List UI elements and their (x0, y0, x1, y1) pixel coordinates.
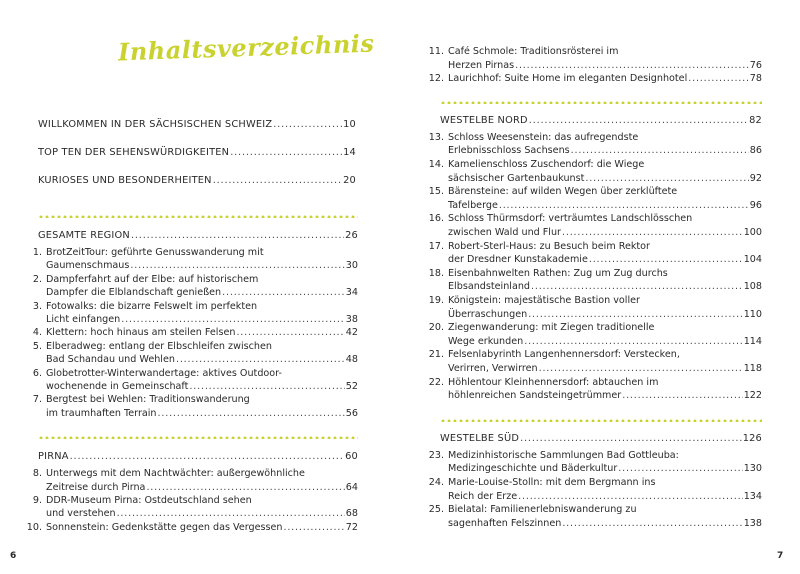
entry-number: 14. (428, 159, 444, 170)
leader-dots (515, 59, 749, 72)
entry-text-line: Laurichhof: Suite Home im eleganten Designhotel (448, 73, 688, 85)
toc-entry[interactable] (20, 326, 358, 339)
toc-entry[interactable] (20, 494, 358, 521)
toc-entry[interactable] (422, 348, 762, 375)
entry-text-line: Licht einfangen (46, 313, 121, 325)
entry-number: 16. (428, 213, 444, 225)
leader-dots (236, 326, 344, 339)
main-entry-page: 14 (343, 147, 356, 158)
entry-text-line: Zeitreise durch Pirna (46, 481, 146, 493)
leader-dots (589, 253, 743, 266)
section-heading[interactable] (38, 230, 358, 245)
entry-text-line: der Dresdner Kunstakademie (448, 254, 588, 266)
entry-text-line: Klettern: hoch hinaus am steilen Felsen (46, 327, 236, 339)
entry-number: 7. (32, 394, 42, 406)
entry-page: 138 (743, 517, 762, 529)
leader-dots (499, 199, 749, 212)
toc-entry[interactable] (20, 521, 358, 534)
entry-text-line: sächsischer Gartenbaukunst (448, 172, 585, 184)
leader-dots (518, 490, 743, 503)
leader-dots (146, 481, 344, 494)
entry-text-line: Eisenbahnwelten Rathen: Zug um Zug durchs (448, 267, 668, 279)
toc-entry[interactable] (422, 240, 762, 267)
entry-text-line: Überraschungen (448, 308, 528, 320)
entry-number: 10. (26, 521, 42, 533)
entry-text-line: und verstehen (46, 508, 116, 520)
entry-text-line: Bielatal: Familienerlebniswanderung zu (448, 504, 637, 516)
main-entry-kurioses[interactable] (38, 175, 356, 191)
leader-dots (222, 286, 345, 299)
toc-entry[interactable] (20, 300, 358, 327)
entry-page: 108 (743, 281, 762, 293)
leader-dots (117, 507, 345, 520)
entry-text-line: Elberadweg: entlang der Elbschleifen zwischen (46, 340, 272, 352)
entry-text-line: Medizingeschichte und Bäderkultur (448, 463, 618, 475)
leader-dots (121, 313, 345, 326)
leader-dots (585, 172, 748, 185)
toc-entry[interactable] (20, 273, 358, 300)
section-heading-page: 82 (749, 114, 762, 126)
section-heading-label: WESTELBE SÜD (440, 432, 520, 444)
toc-entry[interactable] (20, 467, 358, 494)
entry-text-line: Robert-Sterl-Haus: zu Besuch beim Rektor (448, 240, 650, 252)
toc-entry[interactable] (20, 340, 358, 367)
entry-page: 64 (345, 481, 358, 493)
section-heading-label: WESTELBE NORD (440, 114, 528, 126)
section-heading-label: GESAMTE REGION (38, 230, 130, 241)
leader-dots (562, 517, 742, 530)
entry-page: 30 (345, 260, 358, 272)
entry-last-line (448, 59, 762, 72)
toc-entry[interactable] (422, 158, 762, 185)
entry-page: 78 (749, 73, 762, 85)
section-divider (440, 419, 762, 422)
main-entry-label: WILLKOMMEN IN DER SÄCHSISCHEN SCHWEIZ (38, 119, 273, 130)
entry-last-line (46, 521, 358, 534)
toc-entry[interactable] (422, 185, 762, 212)
right-page (400, 0, 800, 574)
leader-dots (230, 147, 342, 158)
entry-last-line (448, 389, 762, 402)
entry-text-line: Höhlentour Kleinhennersdorf: abtauchen im (448, 376, 659, 388)
entry-number: 17. (428, 240, 444, 252)
entry-last-line (448, 335, 762, 348)
entry-last-line (448, 517, 762, 530)
entry-number: 12. (428, 73, 444, 85)
leader-dots (618, 462, 742, 475)
toc-entry[interactable] (422, 503, 762, 530)
entry-text-line: Reich der Erze (448, 490, 518, 502)
entry-text-line: Tafelberge (448, 199, 498, 211)
leader-dots (528, 308, 742, 321)
section-heading[interactable] (38, 451, 358, 466)
leader-dots (524, 335, 742, 348)
leader-dots (130, 259, 344, 272)
main-entry-label: KURIOSES UND BESONDERHEITEN (38, 175, 212, 186)
entry-page: 72 (345, 521, 358, 533)
entry-text-line: Schloss Weesenstein: das aufregendste (448, 131, 639, 143)
entry-text-line: Medizinhistorische Sammlungen Bad Gottleuba: (448, 449, 679, 461)
entry-last-line (46, 380, 358, 393)
entry-last-line (46, 313, 358, 326)
entry-text-line: Felsenlabyrinth Langenhennersdorf: Verstecken, (448, 349, 680, 361)
entry-text-line: im traumhaften Terrain (46, 407, 157, 419)
entry-text-line: zwischen Wald und Flur (448, 226, 561, 238)
entry-text-line: Elbsandsteinland (448, 281, 530, 293)
entry-text-line: sagenhaften Felszinnen (448, 517, 562, 529)
entry-last-line (46, 407, 358, 420)
entry-page: 104 (743, 254, 762, 266)
entry-text-line: Fotowalks: die bizarre Felswelt im perfekten (46, 300, 258, 312)
toc-entry[interactable] (422, 212, 762, 239)
entry-page: 130 (743, 463, 762, 475)
entry-number: 4. (32, 327, 42, 339)
entry-last-line (448, 172, 762, 185)
entry-number: 11. (428, 46, 444, 57)
page-number-left: 6 (10, 551, 17, 561)
entry-text-line: Ziegenwanderung: mit Ziegen traditionelle (448, 322, 655, 334)
entry-last-line (46, 259, 358, 272)
toc-entry[interactable] (422, 321, 762, 348)
toc-entry[interactable] (20, 393, 358, 420)
leader-dots (520, 433, 742, 444)
toc-entry[interactable] (422, 294, 762, 321)
entry-number: 23. (428, 449, 444, 461)
entry-text-line: Wege erkunden (448, 335, 524, 347)
leader-dots (70, 451, 344, 462)
entry-page: 110 (743, 308, 762, 320)
main-entry-label: TOP TEN DER SEHENSWÜRDIGKEITEN (38, 147, 230, 158)
entry-text-line: Herzen Pirnas (448, 59, 515, 71)
entry-text-line: Bergtest bei Wehlen: Traditionswanderung (46, 394, 250, 406)
entry-text-line: wochenende in Gemeinschaft (46, 380, 189, 392)
page-number-right: 7 (777, 551, 784, 561)
entry-text-line: Königstein: majestätische Bastion voller (448, 295, 640, 306)
entry-number: 1. (32, 247, 42, 258)
toc-entry[interactable] (422, 131, 762, 158)
toc-entry[interactable] (422, 376, 762, 403)
entry-last-line (448, 280, 762, 293)
section-divider (440, 101, 762, 104)
leader-dots (531, 280, 743, 293)
entry-number: 21. (428, 349, 444, 361)
main-entry-top-ten[interactable] (38, 147, 356, 163)
entry-last-line (46, 507, 358, 520)
entry-number: 2. (32, 273, 42, 285)
entry-text-line: Bärensteine: auf wilden Wegen über zerklüftete (448, 186, 678, 198)
entry-last-line (448, 253, 762, 266)
entry-text-line: Globetrotter-Winterwandertage: aktives Outdoor- (46, 367, 282, 379)
entry-last-line (448, 72, 762, 85)
entry-page: 48 (345, 354, 358, 366)
toc-entry[interactable] (20, 367, 358, 394)
leader-dots (562, 226, 743, 239)
entry-page: 114 (743, 335, 762, 347)
leader-dots (688, 72, 749, 85)
section-divider (38, 436, 358, 439)
entry-last-line (448, 308, 762, 321)
leader-dots (539, 362, 743, 375)
entry-text-line: BrotZeitTour: geführte Genusswanderung mit (46, 247, 264, 258)
entry-page: 56 (345, 407, 358, 419)
entry-page: 34 (345, 287, 358, 299)
entry-number: 13. (428, 131, 444, 143)
entry-text-line: Schloss Thürmsdorf: verträumtes Landschlösschen (448, 213, 693, 225)
leader-dots (283, 521, 344, 534)
entry-text-line: Café Schmole: Traditionsrösterei im (448, 46, 619, 57)
entry-page: 100 (743, 226, 762, 238)
entry-last-line (448, 462, 762, 475)
entry-page: 68 (345, 508, 358, 520)
entry-last-line (46, 286, 358, 299)
entry-text-line: Bad Schandau und Wehlen (46, 354, 175, 366)
toc-title: Inhaltsverzeichnis (117, 28, 375, 67)
main-entry-willkommen[interactable] (38, 119, 356, 135)
entry-text-line: Gaumenschmaus (46, 260, 130, 272)
toc-entry[interactable] (422, 449, 762, 476)
leader-dots (571, 144, 749, 157)
entry-text-line: Sonnenstein: Gedenkstätte gegen das Vergessen (46, 521, 283, 533)
toc-entry[interactable] (422, 267, 762, 294)
entry-text-line: Dampferfahrt auf der Elbe: auf historischem (46, 273, 259, 285)
entry-page: 76 (749, 59, 762, 71)
entry-page: 122 (743, 390, 762, 402)
entry-last-line (448, 362, 762, 375)
entry-text-line: Marie-Louise-Stolln: mit dem Bergmann ins (448, 477, 656, 488)
leader-dots (158, 407, 345, 420)
entry-number: 9. (32, 495, 42, 506)
entry-page: 52 (345, 380, 358, 392)
entry-text-line: Unterwegs mit dem Nachtwächter: außergewöhnliche (46, 468, 305, 480)
entry-number: 15. (428, 186, 444, 198)
entry-last-line (46, 481, 358, 494)
section-divider (38, 215, 358, 218)
entry-number: 19. (428, 295, 444, 306)
entry-page: 42 (345, 327, 358, 339)
entry-number: 18. (428, 267, 444, 279)
section-heading-label: PIRNA (38, 451, 69, 463)
toc-entry[interactable] (20, 246, 358, 273)
entry-number: 5. (32, 340, 42, 352)
entry-page: 38 (345, 313, 358, 325)
leader-dots (131, 230, 344, 241)
entry-text-line: DDR-Museum Pirna: Ostdeutschland sehen (46, 495, 252, 506)
leader-dots (273, 119, 342, 130)
leader-dots (176, 353, 345, 366)
entry-number: 8. (32, 468, 42, 480)
entry-last-line (448, 199, 762, 212)
entry-page: 96 (749, 199, 762, 211)
section-heading-page: 26 (345, 230, 358, 241)
entry-page: 118 (743, 362, 762, 374)
section-heading-page: 126 (742, 432, 762, 444)
leader-dots (189, 380, 344, 393)
entry-last-line (46, 326, 358, 339)
section-heading-page: 60 (345, 451, 358, 463)
toc-entry[interactable] (422, 72, 762, 86)
toc-entry[interactable] (422, 476, 762, 503)
entry-page: 134 (743, 490, 762, 502)
entry-number: 22. (428, 376, 444, 388)
entry-page: 92 (749, 172, 762, 184)
main-entry-page: 10 (343, 119, 356, 130)
entry-last-line (448, 490, 762, 503)
main-entry-page: 20 (343, 175, 356, 186)
entry-text-line: Erlebnisschloss Sachsens (448, 145, 570, 157)
entry-last-line (448, 144, 762, 157)
leader-dots (213, 175, 342, 186)
leader-dots (529, 115, 748, 126)
entry-text-line: Kamelienschloss Zuschendorf: die Wiege (448, 159, 645, 170)
entry-last-line (46, 353, 358, 366)
section-heading[interactable] (440, 115, 762, 130)
entry-number: 20. (428, 322, 444, 334)
entry-number: 3. (32, 300, 42, 312)
entry-last-line (448, 226, 762, 239)
toc-entry[interactable] (422, 45, 762, 72)
entry-text-line: Verirren, Verwirren (448, 362, 538, 374)
entry-number: 24. (428, 477, 444, 488)
entry-text-line: Dampfer die Elblandschaft genießen (46, 287, 222, 299)
entry-number: 25. (428, 504, 444, 516)
entry-number: 6. (32, 367, 42, 379)
entry-page: 86 (749, 145, 762, 157)
leader-dots (622, 389, 742, 402)
section-heading[interactable] (440, 433, 762, 448)
entry-text-line: höhlenreichen Sandsteingetrümmer (448, 390, 622, 402)
